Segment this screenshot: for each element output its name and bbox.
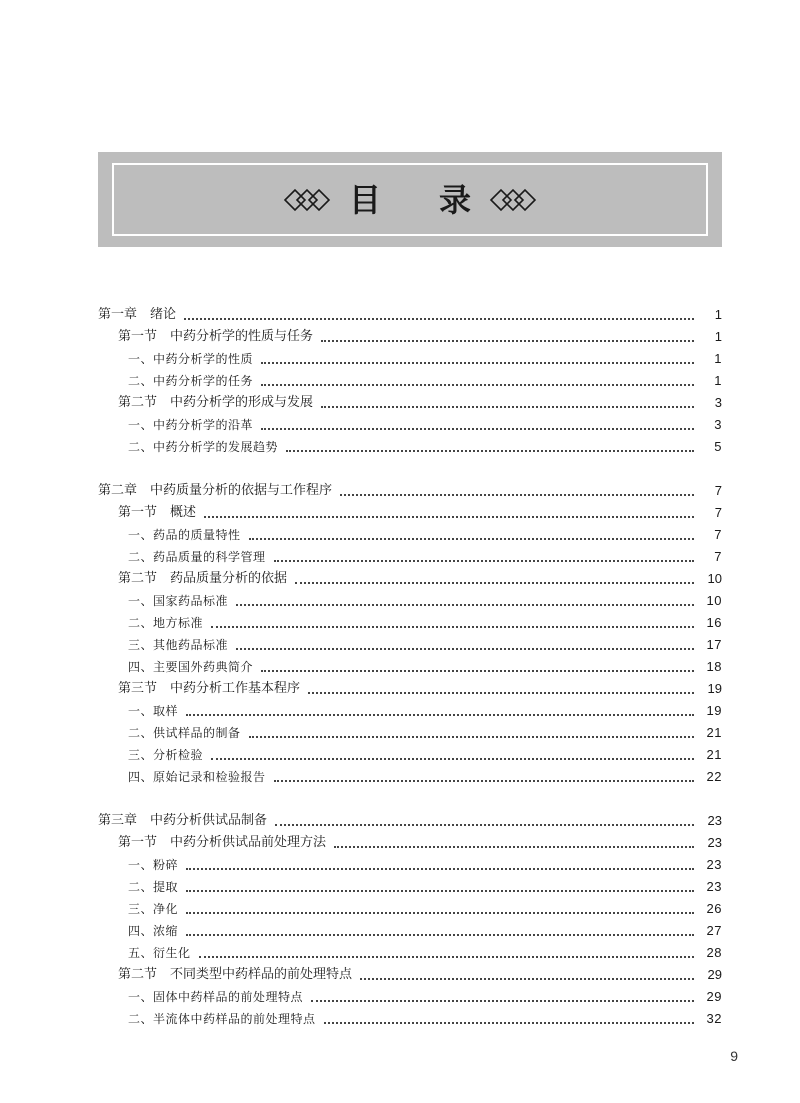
toc-entry-item[interactable]	[98, 612, 722, 634]
toc-entry-page: 21	[706, 747, 722, 762]
toc-entry-item[interactable]	[98, 436, 722, 458]
toc-entry-label: 二、中药分析学的发展趋势	[128, 440, 279, 454]
toc-entry-page: 29	[706, 989, 722, 1004]
toc-entry-section[interactable]	[98, 832, 722, 854]
toc-entry-item[interactable]	[98, 656, 722, 678]
toc-entry-label: 三、其他药品标准	[128, 638, 229, 652]
page-number: 9	[730, 1048, 738, 1064]
dot-leader	[274, 780, 694, 782]
toc-entry-page: 29	[707, 967, 722, 982]
toc-entry-item[interactable]	[98, 744, 722, 766]
toc-entry-page: 5	[714, 439, 722, 454]
dot-leader	[199, 956, 694, 958]
dot-leader	[274, 560, 694, 562]
toc-entry-page: 19	[706, 703, 722, 718]
toc-entry-label: 四、主要国外药典简介	[128, 660, 254, 674]
toc-title	[283, 180, 537, 219]
toc-entry-item[interactable]	[98, 700, 722, 722]
toc-entry-page: 10	[706, 593, 722, 608]
toc-entry-section[interactable]	[98, 392, 722, 414]
toc-entry-label: 第一节 中药分析供试品前处理方法	[118, 835, 327, 850]
dot-leader	[261, 362, 694, 364]
dot-leader	[311, 1000, 694, 1002]
toc-entry-page: 21	[706, 725, 722, 740]
toc-entry-label: 一、固体中药样品的前处理特点	[128, 990, 304, 1004]
dot-leader	[186, 714, 694, 716]
toc-entry-label: 一、取样	[128, 704, 179, 718]
toc-title-banner	[98, 152, 722, 247]
toc-entry-label: 第三节 中药分析工作基本程序	[118, 681, 301, 696]
toc-entry-label: 二、提取	[128, 880, 179, 894]
toc-entry-label: 三、分析检验	[128, 748, 204, 762]
toc-entry-page: 23	[706, 857, 722, 872]
toc-entry-label: 四、浓缩	[128, 924, 179, 938]
dot-leader	[186, 912, 694, 914]
toc-entry-label: 一、国家药品标准	[128, 594, 229, 608]
toc-entry-page: 19	[707, 681, 722, 696]
toc-entry-item[interactable]	[98, 1008, 722, 1030]
dot-leader	[236, 604, 694, 606]
toc-entry-item[interactable]	[98, 722, 722, 744]
dot-leader	[321, 406, 694, 408]
toc-entry-label: 第二节 不同类型中药样品的前处理特点	[118, 967, 353, 982]
dot-leader	[184, 318, 694, 320]
dot-leader	[324, 1022, 694, 1024]
dot-leader	[308, 692, 694, 694]
dot-leader	[186, 934, 694, 936]
dot-leader	[295, 582, 694, 584]
toc-entry-page: 32	[706, 1011, 722, 1026]
toc-entry-item[interactable]	[98, 634, 722, 656]
toc-entry-page: 17	[706, 637, 722, 652]
toc-entry-item[interactable]	[98, 766, 722, 788]
toc-entry-item[interactable]	[98, 942, 722, 964]
toc-entry-label: 二、药品质量的科学管理	[128, 550, 266, 564]
toc-entry-section[interactable]	[98, 568, 722, 590]
table-of-contents	[98, 304, 722, 1030]
dot-leader	[261, 670, 694, 672]
toc-entry-section[interactable]	[98, 964, 722, 986]
dot-leader	[186, 890, 694, 892]
toc-entry-page: 7	[714, 549, 722, 564]
interlocked-diamonds-icon	[283, 187, 333, 213]
toc-entry-label: 第一节 中药分析学的性质与任务	[118, 329, 314, 344]
toc-entry-item[interactable]	[98, 414, 722, 436]
toc-entry-label: 第二节 中药分析学的形成与发展	[118, 395, 314, 410]
dot-leader	[261, 428, 694, 430]
dot-leader	[211, 626, 694, 628]
toc-entry-page: 7	[714, 505, 722, 520]
toc-entry-chapter[interactable]	[98, 480, 722, 502]
toc-entry-section[interactable]	[98, 326, 722, 348]
toc-entry-item[interactable]	[98, 370, 722, 392]
toc-entry-page: 22	[706, 769, 722, 784]
toc-entry-label: 二、地方标准	[128, 616, 204, 630]
toc-entry-page: 10	[707, 571, 722, 586]
toc-entry-page: 28	[706, 945, 722, 960]
dot-leader	[286, 450, 694, 452]
toc-entry-page: 1	[714, 329, 722, 344]
dot-leader	[334, 846, 694, 848]
banner-frame	[112, 163, 708, 236]
toc-entry-label: 第一章 绪论	[98, 307, 177, 322]
toc-entry-item[interactable]	[98, 348, 722, 370]
toc-entry-label: 三、净化	[128, 902, 179, 916]
toc-entry-label: 第一节 概述	[118, 505, 197, 520]
toc-entry-section[interactable]	[98, 502, 722, 524]
toc-entry-page: 23	[707, 813, 722, 828]
toc-entry-label: 一、中药分析学的沿革	[128, 418, 254, 432]
toc-entry-page: 7	[714, 527, 722, 542]
toc-entry-item[interactable]	[98, 986, 722, 1008]
dot-leader	[236, 648, 694, 650]
dot-leader	[261, 384, 694, 386]
dot-leader	[186, 868, 694, 870]
toc-entry-item[interactable]	[98, 590, 722, 612]
toc-entry-label: 二、供试样品的制备	[128, 726, 241, 740]
title-char-mu: 目	[348, 180, 381, 219]
dot-leader	[249, 736, 694, 738]
toc-entry-page: 23	[706, 879, 722, 894]
toc-entry-item[interactable]	[98, 876, 722, 898]
toc-entry-item[interactable]	[98, 898, 722, 920]
toc-entry-page: 1	[714, 307, 722, 322]
dot-leader	[360, 978, 694, 980]
toc-entry-item[interactable]	[98, 854, 722, 876]
toc-entry-page: 23	[707, 835, 722, 850]
interlocked-diamonds-icon	[487, 187, 537, 213]
dot-leader	[275, 824, 694, 826]
toc-entry-label: 一、药品的质量特性	[128, 528, 241, 542]
toc-entry-chapter[interactable]	[98, 304, 722, 326]
toc-entry-section[interactable]	[98, 678, 722, 700]
dot-leader	[321, 340, 694, 342]
toc-entry-item[interactable]	[98, 524, 722, 546]
dot-leader	[340, 494, 694, 496]
toc-entry-item[interactable]	[98, 920, 722, 942]
toc-entry-page: 18	[706, 659, 722, 674]
toc-entry-label: 四、原始记录和检验报告	[128, 770, 266, 784]
toc-entry-label: 第二章 中药质量分析的依据与工作程序	[98, 483, 333, 498]
toc-entry-label: 五、衍生化	[128, 946, 191, 960]
toc-entry-label: 一、中药分析学的性质	[128, 352, 254, 366]
toc-entry-page: 26	[706, 901, 722, 916]
toc-entry-page: 1	[714, 351, 722, 366]
toc-entry-label: 二、中药分析学的任务	[128, 374, 254, 388]
toc-entry-label: 第二节 药品质量分析的依据	[118, 571, 288, 586]
toc-entry-label: 第三章 中药分析供试品制备	[98, 813, 268, 828]
toc-entry-page: 16	[706, 615, 722, 630]
toc-entry-page: 7	[714, 483, 722, 498]
toc-entry-page: 3	[714, 395, 722, 410]
toc-entry-chapter[interactable]	[98, 810, 722, 832]
dot-leader	[249, 538, 694, 540]
toc-entry-item[interactable]	[98, 546, 722, 568]
toc-entry-label: 二、半流体中药样品的前处理特点	[128, 1012, 316, 1026]
toc-entry-page: 27	[706, 923, 722, 938]
dot-leader	[211, 758, 694, 760]
dot-leader	[204, 516, 694, 518]
toc-entry-page: 3	[714, 417, 722, 432]
toc-entry-page: 1	[714, 373, 722, 388]
toc-entry-label: 一、粉碎	[128, 858, 179, 872]
title-char-lu: 录	[439, 180, 472, 219]
